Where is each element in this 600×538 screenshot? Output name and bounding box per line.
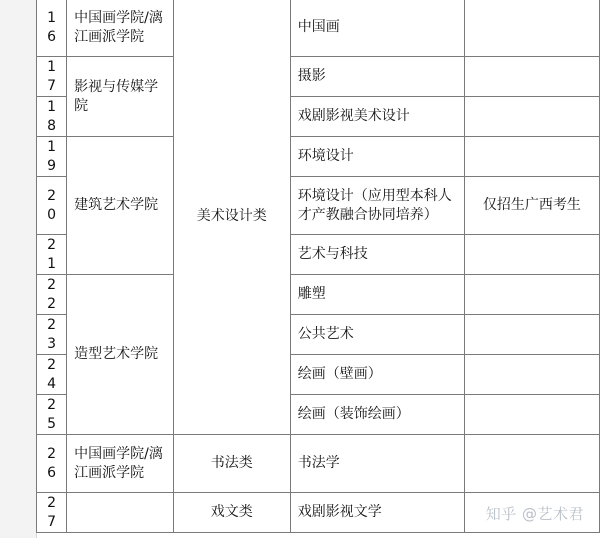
major-cell: 环境设计（应用型本科人才产教融合协同培养）: [290, 177, 464, 235]
row-number: 2 6: [37, 435, 67, 493]
major-cell: 绘画（装饰绘画）: [290, 395, 464, 435]
row-number: 2 1: [37, 235, 67, 275]
note-cell: [464, 395, 599, 435]
left-margin-strip: [0, 0, 37, 538]
row-number: 1 9: [37, 137, 67, 177]
row-number: 2 0: [37, 177, 67, 235]
note-cell: 仅招生广西考生: [464, 177, 599, 235]
table-row: [37, 275, 600, 315]
row-number: 1 8: [37, 97, 67, 137]
college-cell: 建筑艺术学院: [67, 137, 174, 275]
major-cell: 中国画: [290, 0, 464, 57]
category-cell: 美术设计类: [173, 0, 290, 435]
note-cell: [464, 355, 599, 395]
note-cell: [464, 435, 599, 493]
note-cell: [464, 235, 599, 275]
major-cell: 戏剧影视美术设计: [290, 97, 464, 137]
table-row: [37, 137, 600, 177]
watermark-text: 知乎 @艺术君: [485, 505, 584, 523]
row-number: 2 3: [37, 315, 67, 355]
row-number: 1 7: [37, 57, 67, 97]
college-cell: 中国画学院/漓江画派学院: [67, 0, 174, 57]
major-cell: 书法学: [290, 435, 464, 493]
table-row: [37, 57, 600, 97]
table-row: [37, 0, 600, 57]
college-cell: 中国画学院/漓江画派学院: [67, 435, 174, 493]
zhihu-watermark: [486, 503, 584, 524]
note-cell: [464, 0, 599, 57]
major-table: [36, 0, 600, 533]
college-cell: 影视与传媒学院: [67, 57, 174, 137]
major-cell: 戏剧影视文学: [290, 493, 464, 533]
note-cell: [464, 137, 599, 177]
row-number: 2 2: [37, 275, 67, 315]
note-cell: [464, 57, 599, 97]
note-cell: [464, 97, 599, 137]
major-cell: 摄影: [290, 57, 464, 97]
major-cell: 环境设计: [290, 137, 464, 177]
college-cell: 造型艺术学院: [67, 275, 174, 435]
category-cell: 书法类: [173, 435, 290, 493]
note-cell: [464, 275, 599, 315]
note-cell: [464, 315, 599, 355]
major-cell: 绘画（壁画）: [290, 355, 464, 395]
major-cell: 艺术与科技: [290, 235, 464, 275]
row-number: 2 5: [37, 395, 67, 435]
table-row: [37, 435, 600, 493]
college-cell: [67, 493, 174, 533]
category-cell: 戏文类: [173, 493, 290, 533]
row-number: 1 6: [37, 0, 67, 57]
major-cell: 公共艺术: [290, 315, 464, 355]
row-number: 2 7: [37, 493, 67, 533]
row-number: 2 4: [37, 355, 67, 395]
major-cell: 雕塑: [290, 275, 464, 315]
